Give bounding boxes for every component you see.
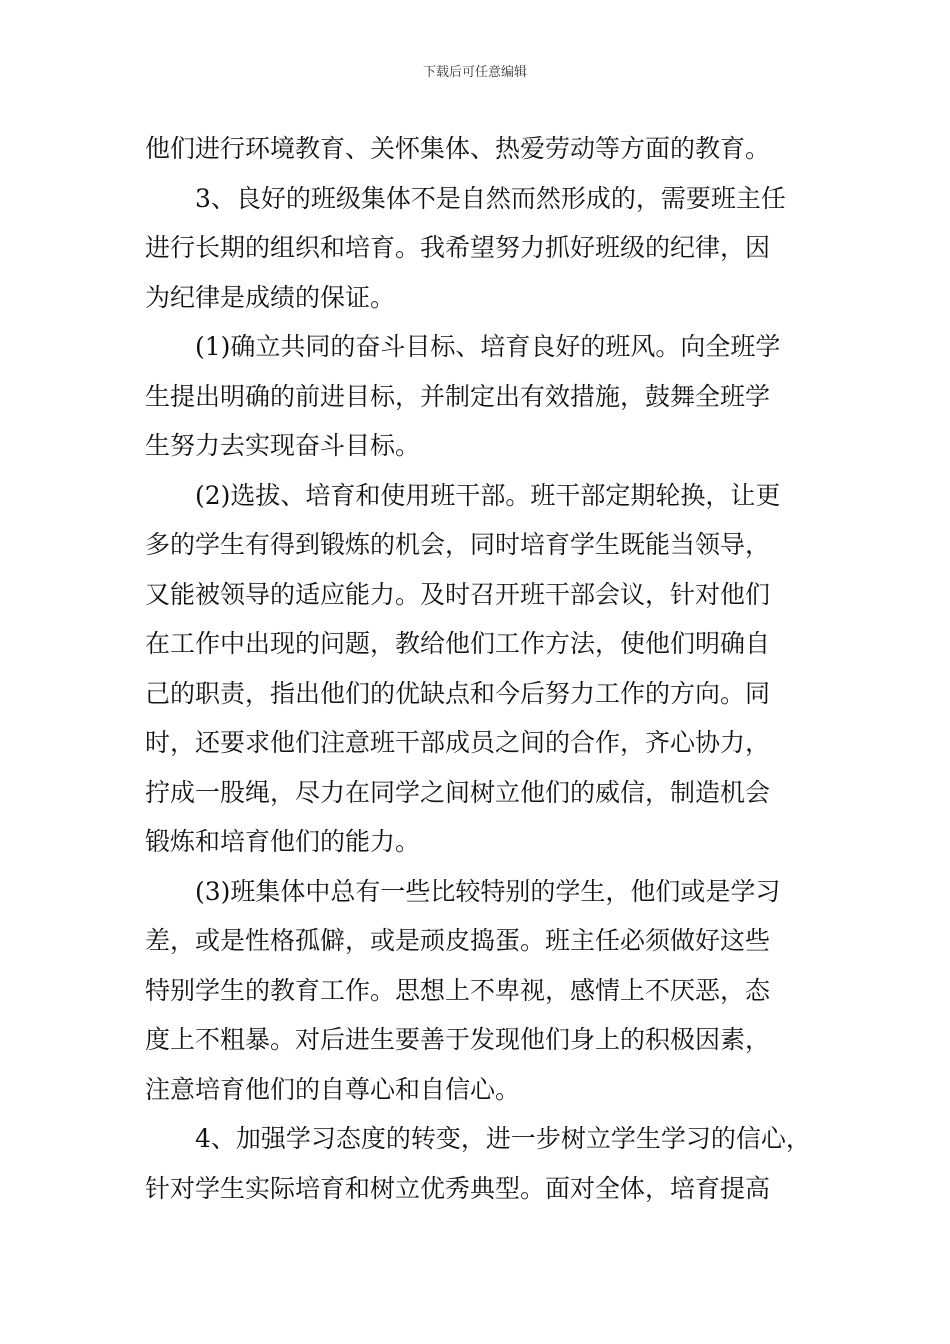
- text-line: 他们进行环境教育、关怀集体、热爱劳动等方面的教育。: [145, 134, 771, 163]
- text-line: 生努力去实现奋斗目标。: [145, 431, 421, 460]
- text-line: 拧成一股绳，尽力在同学之间树立他们的威信，制造机会: [145, 777, 771, 807]
- text-line: 进行长期的组织和培育。我希望努力抓好班级的纪律，因: [145, 233, 771, 262]
- text-line: 注意培育他们的自尊心和自信心。: [145, 1074, 521, 1104]
- text-line: 己的职责，指出他们的优缺点和今后努力工作的方向。同: [145, 678, 771, 708]
- text-line: 多的学生有得到锻炼的机会，同时培育学生既能当领导，: [145, 530, 771, 559]
- text-line: 度上不粗暴。对后进生要善于发现他们身上的积极因素，: [145, 1025, 771, 1054]
- text-line: 针对学生实际培育和树立优秀典型。面对全体，培育提高: [145, 1173, 771, 1203]
- text-line: 差，或是性格孤僻，或是顽皮捣蛋。班主任必须做好这些: [145, 926, 771, 955]
- text-line: 特别学生的教育工作。思想上不卑视，感情上不厌恶，态: [145, 975, 771, 1005]
- paragraph-start-line: (2)选拔、培育和使用班干部。班干部定期轮换，让更: [195, 480, 781, 510]
- paragraph-start-line: 4、加强学习态度的转变，进一步树立学生学习的信心，: [195, 1124, 811, 1153]
- text-line: 锻炼和培育他们的能力。: [145, 827, 421, 856]
- paragraph-start-line: 3、良好的班级集体不是自然而然形成的，需要班主任: [195, 183, 786, 213]
- document-body: [145, 124, 815, 1213]
- text-line: 时，还要求他们注意班干部成员之间的合作，齐心协力，: [145, 728, 771, 757]
- paragraph-start-line: (3)班集体中总有一些比较特别的学生，他们或是学习: [195, 876, 781, 906]
- text-line: 在工作中出现的问题，教给他们工作方法，使他们明确自: [145, 629, 771, 658]
- text-line: 为纪律是成绩的保证。: [145, 282, 396, 312]
- text-line: 生提出明确的前进目标，并制定出有效措施，鼓舞全班学: [145, 381, 771, 411]
- paragraph-start-line: (1)确立共同的奋斗目标、培育良好的班风。向全班学: [195, 332, 781, 361]
- page-header: 下载后可任意编辑: [422, 65, 527, 80]
- text-line: 又能被领导的适应能力。及时召开班干部会议，针对他们: [145, 579, 771, 609]
